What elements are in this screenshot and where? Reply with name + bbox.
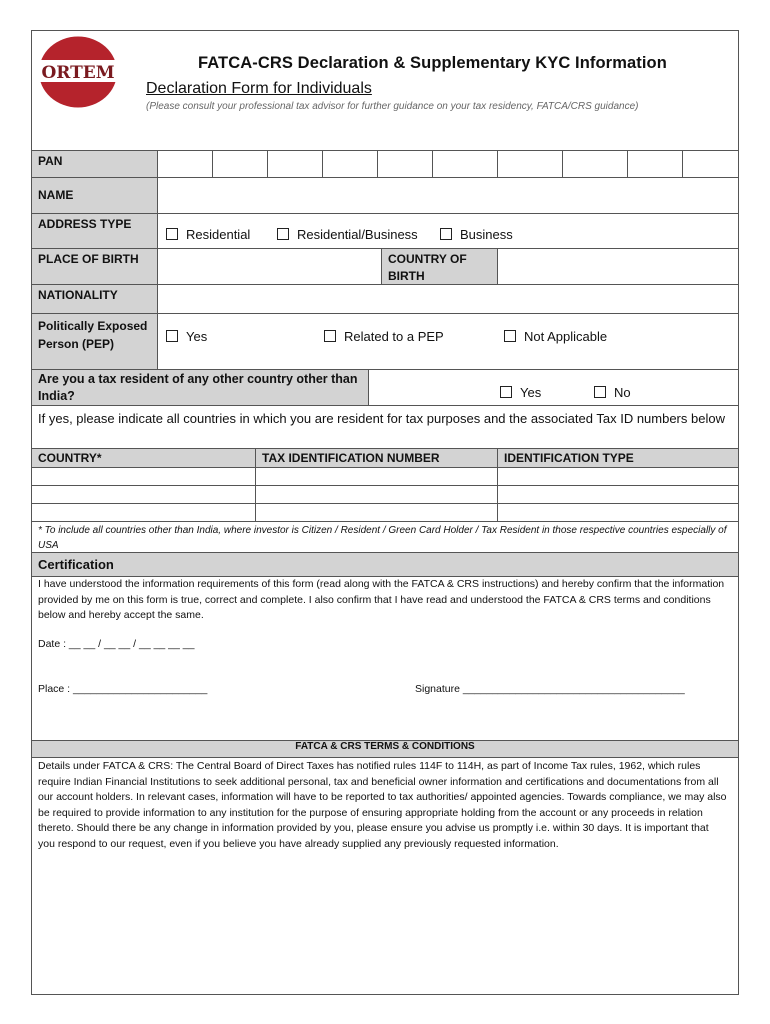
nationality-label: NATIONALITY [38, 288, 118, 302]
table-cell-tin[interactable] [256, 504, 497, 521]
pan-digit-box[interactable] [158, 151, 212, 177]
pep-label: Politically Exposed Person (PEP) [38, 319, 148, 351]
pep-option-related[interactable]: Related to a PEP [324, 329, 444, 344]
pan-digit-box[interactable] [433, 151, 497, 177]
checkbox-icon[interactable] [440, 228, 452, 240]
pep-option-yes[interactable]: Yes [166, 329, 207, 344]
certification-heading-cell [32, 552, 738, 576]
pan-digit-box[interactable] [498, 151, 562, 177]
country-of-birth-label: COUNTRY OF BIRTH [388, 252, 467, 283]
checkbox-icon[interactable] [594, 386, 606, 398]
address-option-residential[interactable]: Residential [166, 227, 250, 242]
pan-digit-box[interactable] [268, 151, 322, 177]
pan-digit-box[interactable] [563, 151, 627, 177]
table-cell-id-type[interactable] [498, 486, 738, 503]
place-of-birth-label: PLACE OF BIRTH [38, 252, 139, 266]
table-cell-id-type[interactable] [498, 468, 738, 485]
if-yes-instructions: If yes, please indicate all countries in which you are resident for tax purposes and the associated Tax ID numbers below [38, 411, 725, 426]
ortem-logo [38, 36, 118, 108]
certification-heading: Certification [38, 557, 114, 572]
logo-text: ORTEM [41, 63, 115, 83]
checkbox-icon[interactable] [504, 330, 516, 342]
table-header-country: COUNTRY* [38, 451, 102, 465]
nationality-field[interactable] [158, 285, 738, 313]
page-title: FATCA-CRS Declaration & Supplementary KYC Information [198, 54, 667, 72]
residency-footnote: * To include all countries other than India, where investor is Citizen / Resident / Green Card Holder / Tax Resident in those respective countries especially of USA [38, 525, 727, 551]
table-cell-tin[interactable] [256, 468, 497, 485]
country-of-birth-field[interactable] [498, 249, 738, 284]
pan-digit-box[interactable] [213, 151, 267, 177]
name-label: NAME [38, 188, 74, 202]
place-field[interactable]: Place : _______________________ [38, 683, 208, 695]
address-option-residential-business[interactable]: Residential/Business [277, 227, 418, 242]
terms-heading: FATCA & CRS TERMS & CONDITIONS [295, 741, 475, 752]
pan-label: PAN [38, 154, 63, 168]
pan-digit-box[interactable] [628, 151, 682, 177]
table-cell-country[interactable] [33, 468, 255, 485]
checkbox-icon[interactable] [277, 228, 289, 240]
pan-digit-box[interactable] [323, 151, 377, 177]
checkbox-icon[interactable] [166, 228, 178, 240]
page-subtitle: Declaration Form for Individuals [146, 80, 372, 97]
terms-text: Details under FATCA & CRS: The Central Board of Direct Taxes has notified rules 114F to 114H, as part of Income Tax rules, 1962, which rules require Indian Financial Institutions to seek additional personal, tax and beneficial owner information and certifications and documentations from all our account holders. In relevant cases, information will have to be reported to tax authorities/ appointed agencies. Towards compliance, we may also be required to provide information to any institution for the purpose of ensuring appropriate holding from the account or any proceeds in relation thereto. Should there be any change in information provided by you, please ensure you advise us promptly i.e. within 30 days. It is important that you respond to our request, even if you believe you have already supplied any previously requested information. [38, 760, 727, 850]
place-of-birth-field[interactable] [158, 249, 381, 284]
certification-text: I have understood the information requirements of this form (read along with the FATCA & CRS instructions) and hereby confirm that the information provided by me on this form is true, correct and complete. I also confirm that I have read and understood the FATCA & CRS terms and conditions below and hereby accept the same. [38, 578, 725, 621]
table-cell-country[interactable] [33, 504, 255, 521]
checkbox-icon[interactable] [166, 330, 178, 342]
address-type-label: ADDRESS TYPE [38, 217, 132, 231]
pep-option-not-applicable[interactable]: Not Applicable [504, 329, 607, 344]
table-header-tin: TAX IDENTIFICATION NUMBER [262, 451, 440, 465]
date-field[interactable]: Date : __ __ / __ __ / __ __ __ __ [38, 638, 195, 650]
signature-field[interactable]: Signature ______________________________________ [415, 683, 685, 695]
checkbox-icon[interactable] [500, 386, 512, 398]
table-cell-id-type[interactable] [498, 504, 738, 521]
tax-resident-question: Are you a tax resident of any other country other than India? [38, 372, 358, 403]
pan-digit-box[interactable] [378, 151, 432, 177]
tax-resident-option-yes[interactable]: Yes [500, 385, 541, 400]
name-field[interactable] [158, 178, 738, 213]
address-option-business[interactable]: Business [440, 227, 513, 242]
table-cell-tin[interactable] [256, 486, 497, 503]
tax-resident-option-no[interactable]: No [594, 385, 631, 400]
advisory-note: (Please consult your professional tax advisor for further guidance on your tax residency, FATCA/CRS guidance) [146, 101, 639, 112]
table-cell-country[interactable] [33, 486, 255, 503]
table-header-id-type: IDENTIFICATION TYPE [504, 451, 634, 465]
pan-digit-box[interactable] [683, 151, 738, 177]
checkbox-icon[interactable] [324, 330, 336, 342]
